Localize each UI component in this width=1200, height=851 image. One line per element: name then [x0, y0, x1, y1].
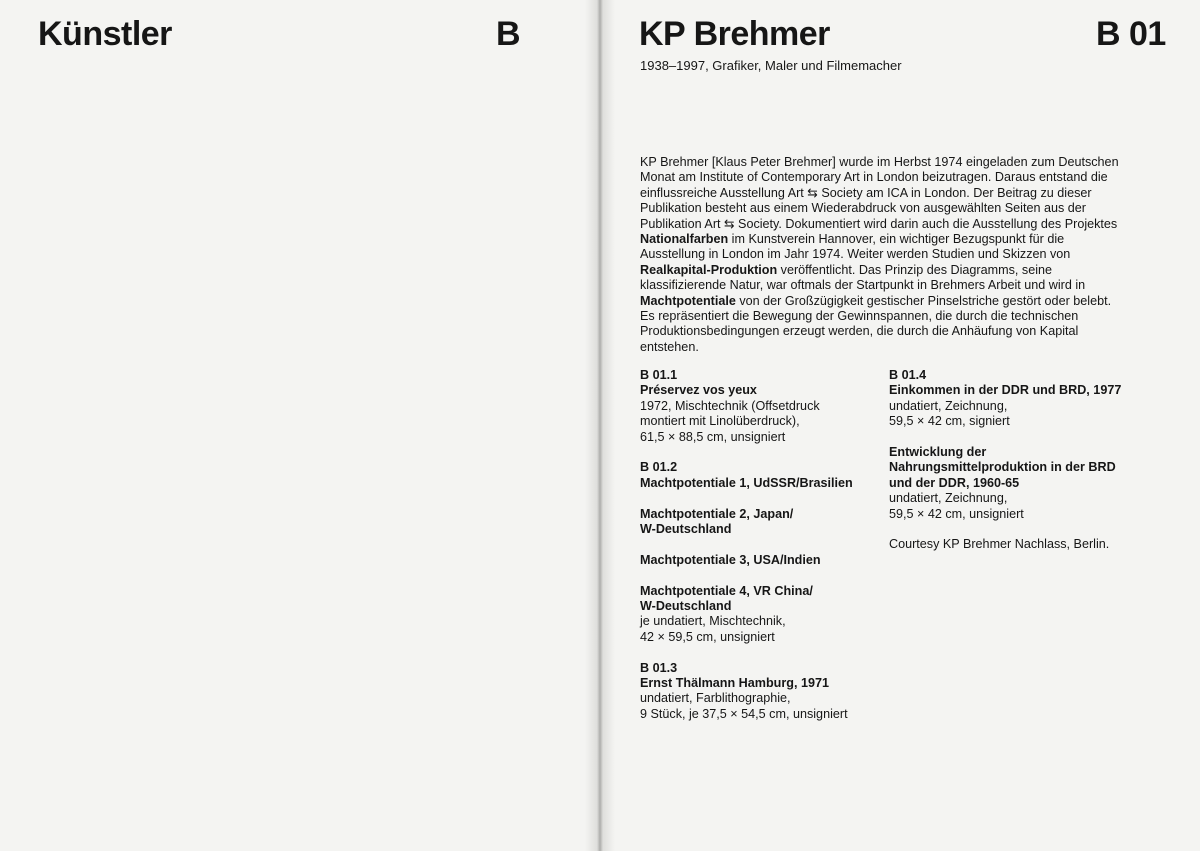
bio-text: im Kunstverein Hannover, ein wichtiger Bezugspunkt für die Ausstellung in London im Jahr 1974. Weiter werden Studien und Skizzen von	[640, 232, 1071, 262]
work-number: B 01.1	[640, 368, 678, 382]
work-number: B 01.4	[889, 368, 927, 382]
work-entry	[640, 553, 880, 568]
work-detail: 42 × 59,5 cm, unsigniert	[640, 629, 775, 644]
courtesy-note: Courtesy KP Brehmer Nachlass, Berlin.	[889, 537, 1110, 552]
work-title: Machtpotentiale 2, Japan/ W-Deutschland	[640, 506, 794, 537]
work-entry	[640, 368, 880, 445]
right-page	[600, 0, 1200, 851]
bio-emphasis: Machtpotentiale	[640, 293, 736, 308]
work-detail: montiert mit Linolüberdruck),	[640, 414, 800, 429]
artist-name: KP Brehmer	[639, 15, 830, 53]
bio-text: KP Brehmer [Klaus Peter Brehmer] wurde im Herbst 1974 eingeladen zum Deutschen Monat am Institute of Contemporary Art in London beizutragen. Daraus entstand die einflussreiche Ausstellung Art ⇆ Society am ICA in London. Der Beitrag zu dieser Publikation besteht aus einem Wiederabdruck von ausgewählten Seiten aus der Publikation Art ⇆ Society. Dokumentiert wird darin auch die Ausstellung des Projektes	[640, 155, 1119, 231]
work-detail: 9 Stück, je 37,5 × 54,5 cm, unsigniert	[640, 706, 848, 721]
section-code: B 01	[1096, 15, 1166, 53]
work-title: Ernst Thälmann Hamburg, 1971	[640, 676, 829, 691]
work-title: Entwicklung der Nahrungsmittelproduktion in der BRD und der DDR, 1960-65	[889, 445, 1116, 490]
work-number: B 01.2	[640, 460, 678, 475]
work-entry	[640, 507, 880, 538]
bio-emphasis: Nationalfarben	[640, 232, 729, 247]
work-title: Machtpotentiale 3, USA/Indien	[640, 552, 821, 567]
book-gutter	[585, 0, 615, 851]
bio-text: veröffentlicht. Das Prinzip des Diagramms, seine klassifizierende Natur, war oftmals der Startpunkt in Brehmers Arbeit und wird in	[640, 262, 1086, 293]
work-detail: 59,5 × 42 cm, signiert	[889, 414, 1010, 429]
work-title: Préservez vos yeux	[640, 383, 757, 398]
works-list-right	[889, 368, 1134, 568]
page-heading: Künstler	[38, 15, 172, 53]
work-detail: 59,5 × 42 cm, unsigniert	[889, 506, 1024, 521]
artist-subtitle: 1938–1997, Grafiker, Maler und Filmemacher	[640, 58, 902, 73]
work-detail: 61,5 × 88,5 cm, unsigniert	[640, 429, 786, 444]
work-title: Machtpotentiale 1, UdSSR/Brasilien	[640, 475, 853, 490]
work-entry	[640, 661, 880, 723]
works-list-left	[640, 368, 880, 738]
work-entry	[640, 460, 880, 491]
work-detail: undatiert, Zeichnung,	[889, 398, 1008, 413]
work-entry	[889, 445, 1134, 522]
bio-emphasis: Realkapital-Produktion	[640, 262, 778, 277]
work-entry	[640, 584, 880, 646]
work-detail: je undatiert, Mischtechnik,	[640, 614, 786, 629]
work-title: Machtpotentiale 4, VR China/ W-Deutschland	[640, 583, 813, 614]
bio-text: von der Großzügigkeit gestischer Pinselstriche gestört oder belebt. Es repräsentiert die Bewegung der Gewinnspannen, die durch die technischen Produktionsbedingungen erzeugt werden, die durch die Anhäufung von Kapital entstehen.	[640, 293, 1112, 354]
section-letter: B	[496, 15, 521, 53]
work-detail: undatiert, Farblithographie,	[640, 691, 791, 706]
work-title: Einkommen in der DDR und BRD, 1977	[889, 383, 1122, 398]
work-detail: 1972, Mischtechnik (Offsetdruck	[640, 398, 820, 413]
work-entry	[889, 368, 1134, 430]
work-detail: undatiert, Zeichnung,	[889, 491, 1008, 506]
work-number: B 01.3	[640, 660, 678, 675]
bio-paragraph	[640, 155, 1122, 355]
